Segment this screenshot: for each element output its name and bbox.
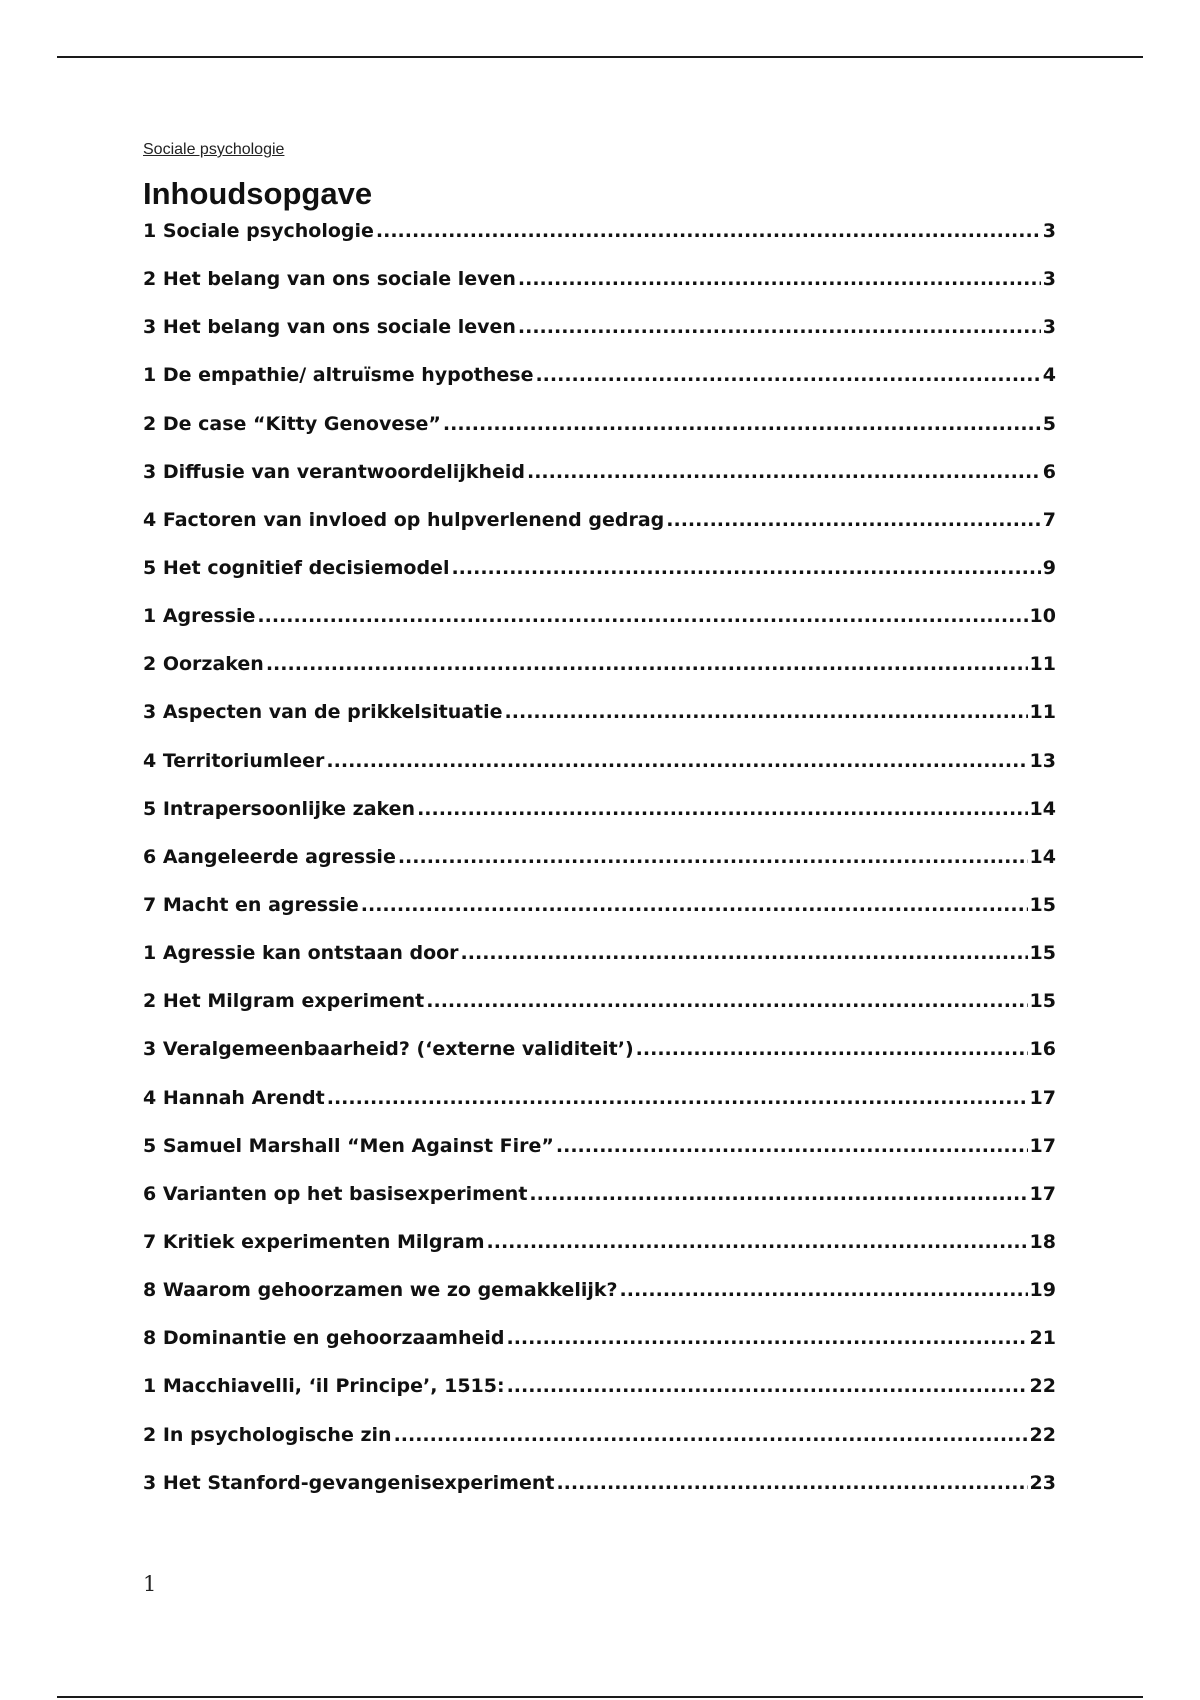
toc-dot-leader (505, 700, 1028, 724)
toc-entry[interactable] (143, 1086, 1056, 1134)
toc-entry-page: 3 (1042, 268, 1056, 291)
toc-entry[interactable] (143, 1134, 1056, 1182)
toc-entry-page: 11 (1029, 653, 1056, 676)
toc-entry-label: 4 Territoriumleer (143, 749, 325, 772)
toc-entry-page: 17 (1029, 1086, 1056, 1109)
bottom-rule (57, 1696, 1143, 1698)
toc-entry[interactable] (143, 460, 1056, 508)
document-header: Sociale psychologie (143, 141, 285, 158)
toc-dot-leader (529, 1182, 1027, 1206)
toc-entry-page: 15 (1029, 990, 1056, 1013)
toc-entry[interactable] (143, 219, 1056, 267)
toc-entry-page: 14 (1029, 797, 1056, 820)
toc-entry-page: 21 (1029, 1327, 1056, 1350)
toc-entry-page: 3 (1042, 316, 1056, 339)
toc-dot-leader (527, 460, 1041, 484)
toc-dot-leader (461, 941, 1028, 965)
toc-entry-label: 6 Varianten op het basisexperiment (143, 1182, 528, 1205)
toc-dot-leader (666, 508, 1040, 532)
toc-entry-label: 5 Samuel Marshall “Men Against Fire” (143, 1134, 554, 1157)
toc-entry-label: 1 Sociale psychologie (143, 220, 374, 242)
toc-entry-label: 3 Het Stanford-gevangenisexperiment (143, 1471, 555, 1494)
toc-dot-leader (636, 1037, 1028, 1061)
toc-entry-label: 4 Factoren van invloed op hulpverlenend gedrag (143, 508, 665, 531)
toc-dot-leader (518, 267, 1041, 291)
toc-dot-leader (507, 1374, 1028, 1398)
toc-entry-page: 3 (1042, 220, 1056, 242)
toc-entry[interactable] (143, 315, 1056, 363)
toc-entry[interactable] (143, 749, 1056, 797)
toc-entry[interactable] (143, 1374, 1056, 1422)
toc-dot-leader (506, 1326, 1027, 1350)
toc-dot-leader (443, 412, 1041, 436)
toc-entry[interactable] (143, 1423, 1056, 1471)
toc-entry-page: 14 (1029, 845, 1056, 868)
toc-entry[interactable] (143, 267, 1056, 315)
page-content (143, 140, 1056, 1519)
toc-entry-page: 13 (1029, 749, 1056, 772)
toc-entry[interactable] (143, 1182, 1056, 1230)
toc-entry-label: 5 Intrapersoonlijke zaken (143, 797, 416, 820)
toc-entry-label: 2 Het Milgram experiment (143, 990, 425, 1013)
toc-entry-label: 1 Agressie (143, 605, 256, 628)
toc-entry-label: 6 Aangeleerde agressie (143, 845, 396, 868)
toc-dot-leader (398, 845, 1028, 869)
toc-entry-label: 3 Diffusie van verantwoordelijkheid (143, 460, 525, 483)
toc-entry-page: 16 (1029, 1038, 1056, 1061)
toc-entry-page: 19 (1029, 1279, 1056, 1302)
toc-entry-page: 15 (1029, 942, 1056, 965)
toc-entry-page: 4 (1042, 364, 1056, 387)
toc-dot-leader (376, 219, 1041, 243)
toc-entry-label: 3 Veralgemeenbaarheid? (‘externe validiteit’) (143, 1038, 634, 1061)
toc-entry[interactable] (143, 508, 1056, 556)
toc-entry[interactable] (143, 1278, 1056, 1326)
toc-entry[interactable] (143, 556, 1056, 604)
toc-entry-page: 17 (1029, 1134, 1056, 1157)
toc-entry[interactable] (143, 797, 1056, 845)
toc-entry-page: 22 (1029, 1375, 1056, 1398)
toc-entry[interactable] (143, 989, 1056, 1037)
toc-dot-leader (451, 556, 1040, 580)
toc-entry-label: 7 Macht en agressie (143, 893, 359, 916)
toc-entry[interactable] (143, 1037, 1056, 1085)
toc-entry-page: 17 (1029, 1182, 1056, 1205)
toc-dot-leader (426, 989, 1027, 1013)
toc-entry-page: 7 (1042, 508, 1056, 531)
toc-entry-page: 10 (1029, 605, 1056, 628)
toc-dot-leader (487, 1230, 1028, 1254)
toc-entry-label: 5 Het cognitief decisiemodel (143, 556, 450, 579)
toc-entry-page: 5 (1042, 412, 1056, 435)
toc-entry-page: 18 (1029, 1230, 1056, 1253)
toc-title: Inhoudsopgave (143, 176, 373, 211)
toc-entry[interactable] (143, 1471, 1056, 1519)
top-rule (57, 56, 1143, 58)
toc-entry-label: 1 Agressie kan ontstaan door (143, 942, 459, 965)
toc-entry-label: 8 Dominantie en gehoorzaamheid (143, 1327, 505, 1350)
toc-dot-leader (535, 363, 1040, 387)
toc-entry[interactable] (143, 700, 1056, 748)
toc-entry-label: 2 Oorzaken (143, 653, 264, 676)
toc-dot-leader (266, 652, 1028, 676)
toc-entry-page: 9 (1042, 556, 1056, 579)
toc-entry[interactable] (143, 845, 1056, 893)
toc-entry[interactable] (143, 652, 1056, 700)
toc-dot-leader (327, 1086, 1028, 1110)
toc-entry[interactable] (143, 1230, 1056, 1278)
toc-entry[interactable] (143, 604, 1056, 652)
toc-entry-page: 11 (1029, 701, 1056, 724)
toc-entry-page: 22 (1029, 1423, 1056, 1446)
toc-dot-leader (326, 749, 1027, 773)
toc-entry-label: 2 Het belang van ons sociale leven (143, 268, 516, 291)
toc-entry-label: 3 Aspecten van de prikkelsituatie (143, 701, 503, 724)
toc-dot-leader (361, 893, 1028, 917)
toc-entry-page: 15 (1029, 893, 1056, 916)
toc-dot-leader (417, 797, 1027, 821)
toc-dot-leader (556, 1134, 1028, 1158)
page-number: 1 (143, 1572, 157, 1596)
toc-entry-label: 4 Hannah Arendt (143, 1086, 325, 1109)
toc-dot-leader (556, 1471, 1027, 1495)
toc-list (143, 219, 1056, 1519)
toc-entry-page: 6 (1042, 460, 1056, 483)
toc-entry-label: 8 Waarom gehoorzamen we zo gemakkelijk? (143, 1279, 618, 1302)
toc-entry[interactable] (143, 363, 1056, 411)
toc-entry-label: 2 De case “Kitty Genovese” (143, 412, 441, 435)
toc-entry-label: 7 Kritiek experimenten Milgram (143, 1230, 485, 1253)
toc-entry[interactable] (143, 1326, 1056, 1374)
toc-entry-label: 1 Macchiavelli, ‘il Principe’, 1515: (143, 1375, 505, 1398)
toc-dot-leader (257, 604, 1027, 628)
toc-entry-page: 23 (1029, 1471, 1056, 1494)
toc-entry[interactable] (143, 412, 1056, 460)
toc-dot-leader (394, 1423, 1028, 1447)
toc-entry[interactable] (143, 941, 1056, 989)
toc-entry-label: 3 Het belang van ons sociale leven (143, 316, 516, 339)
toc-entry-label: 2 In psychologische zin (143, 1423, 392, 1446)
toc-dot-leader (620, 1278, 1028, 1302)
toc-entry[interactable] (143, 893, 1056, 941)
toc-dot-leader (518, 315, 1041, 339)
toc-entry-label: 1 De empathie/ altruïsme hypothese (143, 364, 534, 387)
